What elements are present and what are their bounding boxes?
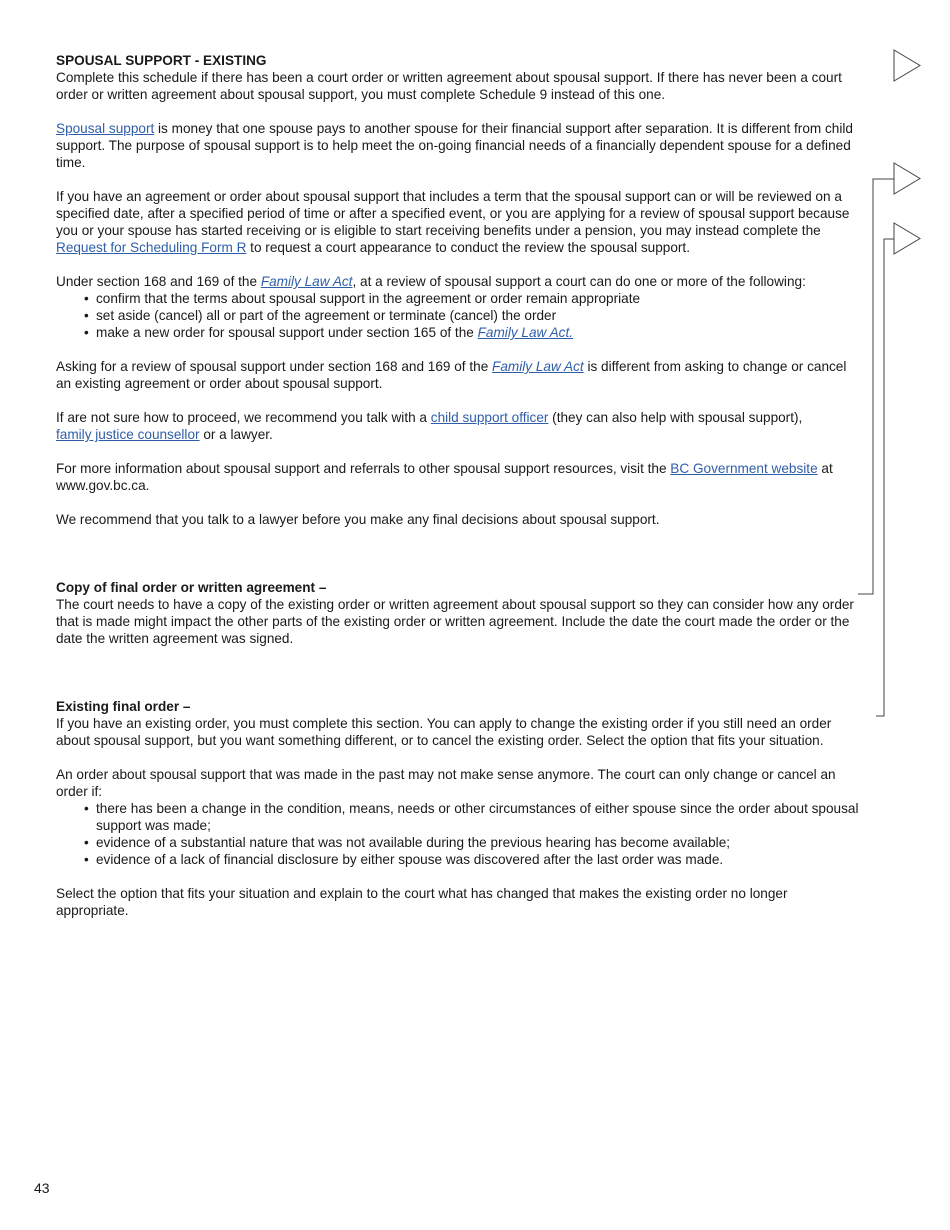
list-item: • set aside (cancel) all or part of the agreement or terminate (cancel) the order xyxy=(96,307,860,324)
copy-section-heading: Copy of final order or written agreement – xyxy=(56,580,327,595)
bracket-connector-line xyxy=(858,179,894,594)
recommend-paragraph: We recommend that you talk to a lawyer before you make any final decisions about spousal support. xyxy=(56,512,660,527)
child-support-officer-link[interactable]: child support officer xyxy=(430,410,549,425)
spousal-support-link[interactable]: Spousal support xyxy=(56,121,155,136)
proceed-paragraph: If are not sure how to proceed, we recommend you talk with a child support officer (they can also help with spousal support), family justice counsellor or a lawyer. xyxy=(56,410,803,442)
list-item: • make a new order for spousal support under section 165 of the Family Law Act. xyxy=(96,324,860,341)
triangle-arrow-icon xyxy=(894,163,920,194)
more-info-paragraph: For more information about spousal support and referrals to other spousal support resources, visit the BC Government website at www.gov.bc.ca. xyxy=(56,461,833,493)
document-body xyxy=(56,52,860,919)
family-law-act-link[interactable]: Family Law Act xyxy=(260,274,353,289)
page-title: SPOUSAL SUPPORT - EXISTING xyxy=(56,53,267,68)
family-law-act-link[interactable]: Family Law Act xyxy=(492,359,584,374)
triangle-arrow-icon xyxy=(894,50,920,81)
change-intro-paragraph: An order about spousal support that was made in the past may not make sense anymore. The court can only change or cancel an order if: xyxy=(56,767,836,799)
intro-paragraph: Complete this schedule if there has been a court order or written agreement about spousal support. If there has never been a court order or written agreement about spousal support, you must complete Schedule 9 instead of this one. xyxy=(56,70,842,102)
asking-paragraph: Asking for a review of spousal support under section 168 and 169 of the Family Law Act is different from asking to change or cancel an existing agreement or order about spousal support. xyxy=(56,359,847,391)
triangle-arrow-icon xyxy=(894,223,920,254)
existing-order-paragraph: If you have an existing order, you must complete this section. You can apply to change the existing order if you still need an order about spousal support, but you want something different, or to cancel the existing order. Select the option that fits your situation. xyxy=(56,716,832,748)
existing-order-heading: Existing final order – xyxy=(56,699,191,714)
bracket-connector-line xyxy=(876,239,894,716)
copy-section-paragraph: The court needs to have a copy of the existing order or written agreement about spousal support so they can consider how any order that is made might impact the other parts of the existing order or written agreement. Include the date the court made the order or the date the written agreement was signed. xyxy=(56,597,854,646)
family-law-act-link[interactable]: Family Law Act. xyxy=(477,325,574,340)
definition-paragraph: Spousal support is money that one spouse pays to another spouse for their financial support after separation. It is different from child support. The purpose of spousal support is to help meet the on-going financial needs of a financially dependent spouse for a defined time. xyxy=(56,121,853,170)
request-scheduling-form-link[interactable]: Request for Scheduling Form R xyxy=(56,240,247,255)
list-item: • evidence of a substantial nature that was not available during the previous hearing has become available; xyxy=(96,834,860,851)
page-number: 43 xyxy=(34,1180,50,1196)
family-justice-counsellor-link[interactable]: family justice counsellor xyxy=(56,427,200,442)
section-168-paragraph: Under section 168 and 169 of the Family Law Act, at a review of spousal support a court can do one or more of the following: xyxy=(56,274,806,289)
change-conditions-list xyxy=(56,800,860,868)
list-item: • confirm that the terms about spousal support in the agreement or order remain appropriate xyxy=(96,290,860,307)
list-item: • there has been a change in the condition, means, needs or other circumstances of either spouse since the order about spousal support was made; xyxy=(96,800,860,834)
list-item: • evidence of a lack of financial disclosure by either spouse was discovered after the last order was made. xyxy=(96,851,860,868)
review-paragraph: If you have an agreement or order about spousal support that includes a term that the spousal support can or will be reviewed on a specified date, after a specified period of time or after a specified event, or you are applying for a review of spousal support because you or your spouse has started receiving or is eligible to start receiving benefits under a pension, you may instead complete the Request for Scheduling Form R to request a court appearance to conduct the review the spousal support. xyxy=(56,189,850,255)
review-options-list xyxy=(56,290,860,341)
closing-paragraph: Select the option that fits your situation and explain to the court what has changed that makes the existing order no longer appropriate. xyxy=(56,886,788,918)
bc-government-website-link[interactable]: BC Government website xyxy=(670,461,818,476)
